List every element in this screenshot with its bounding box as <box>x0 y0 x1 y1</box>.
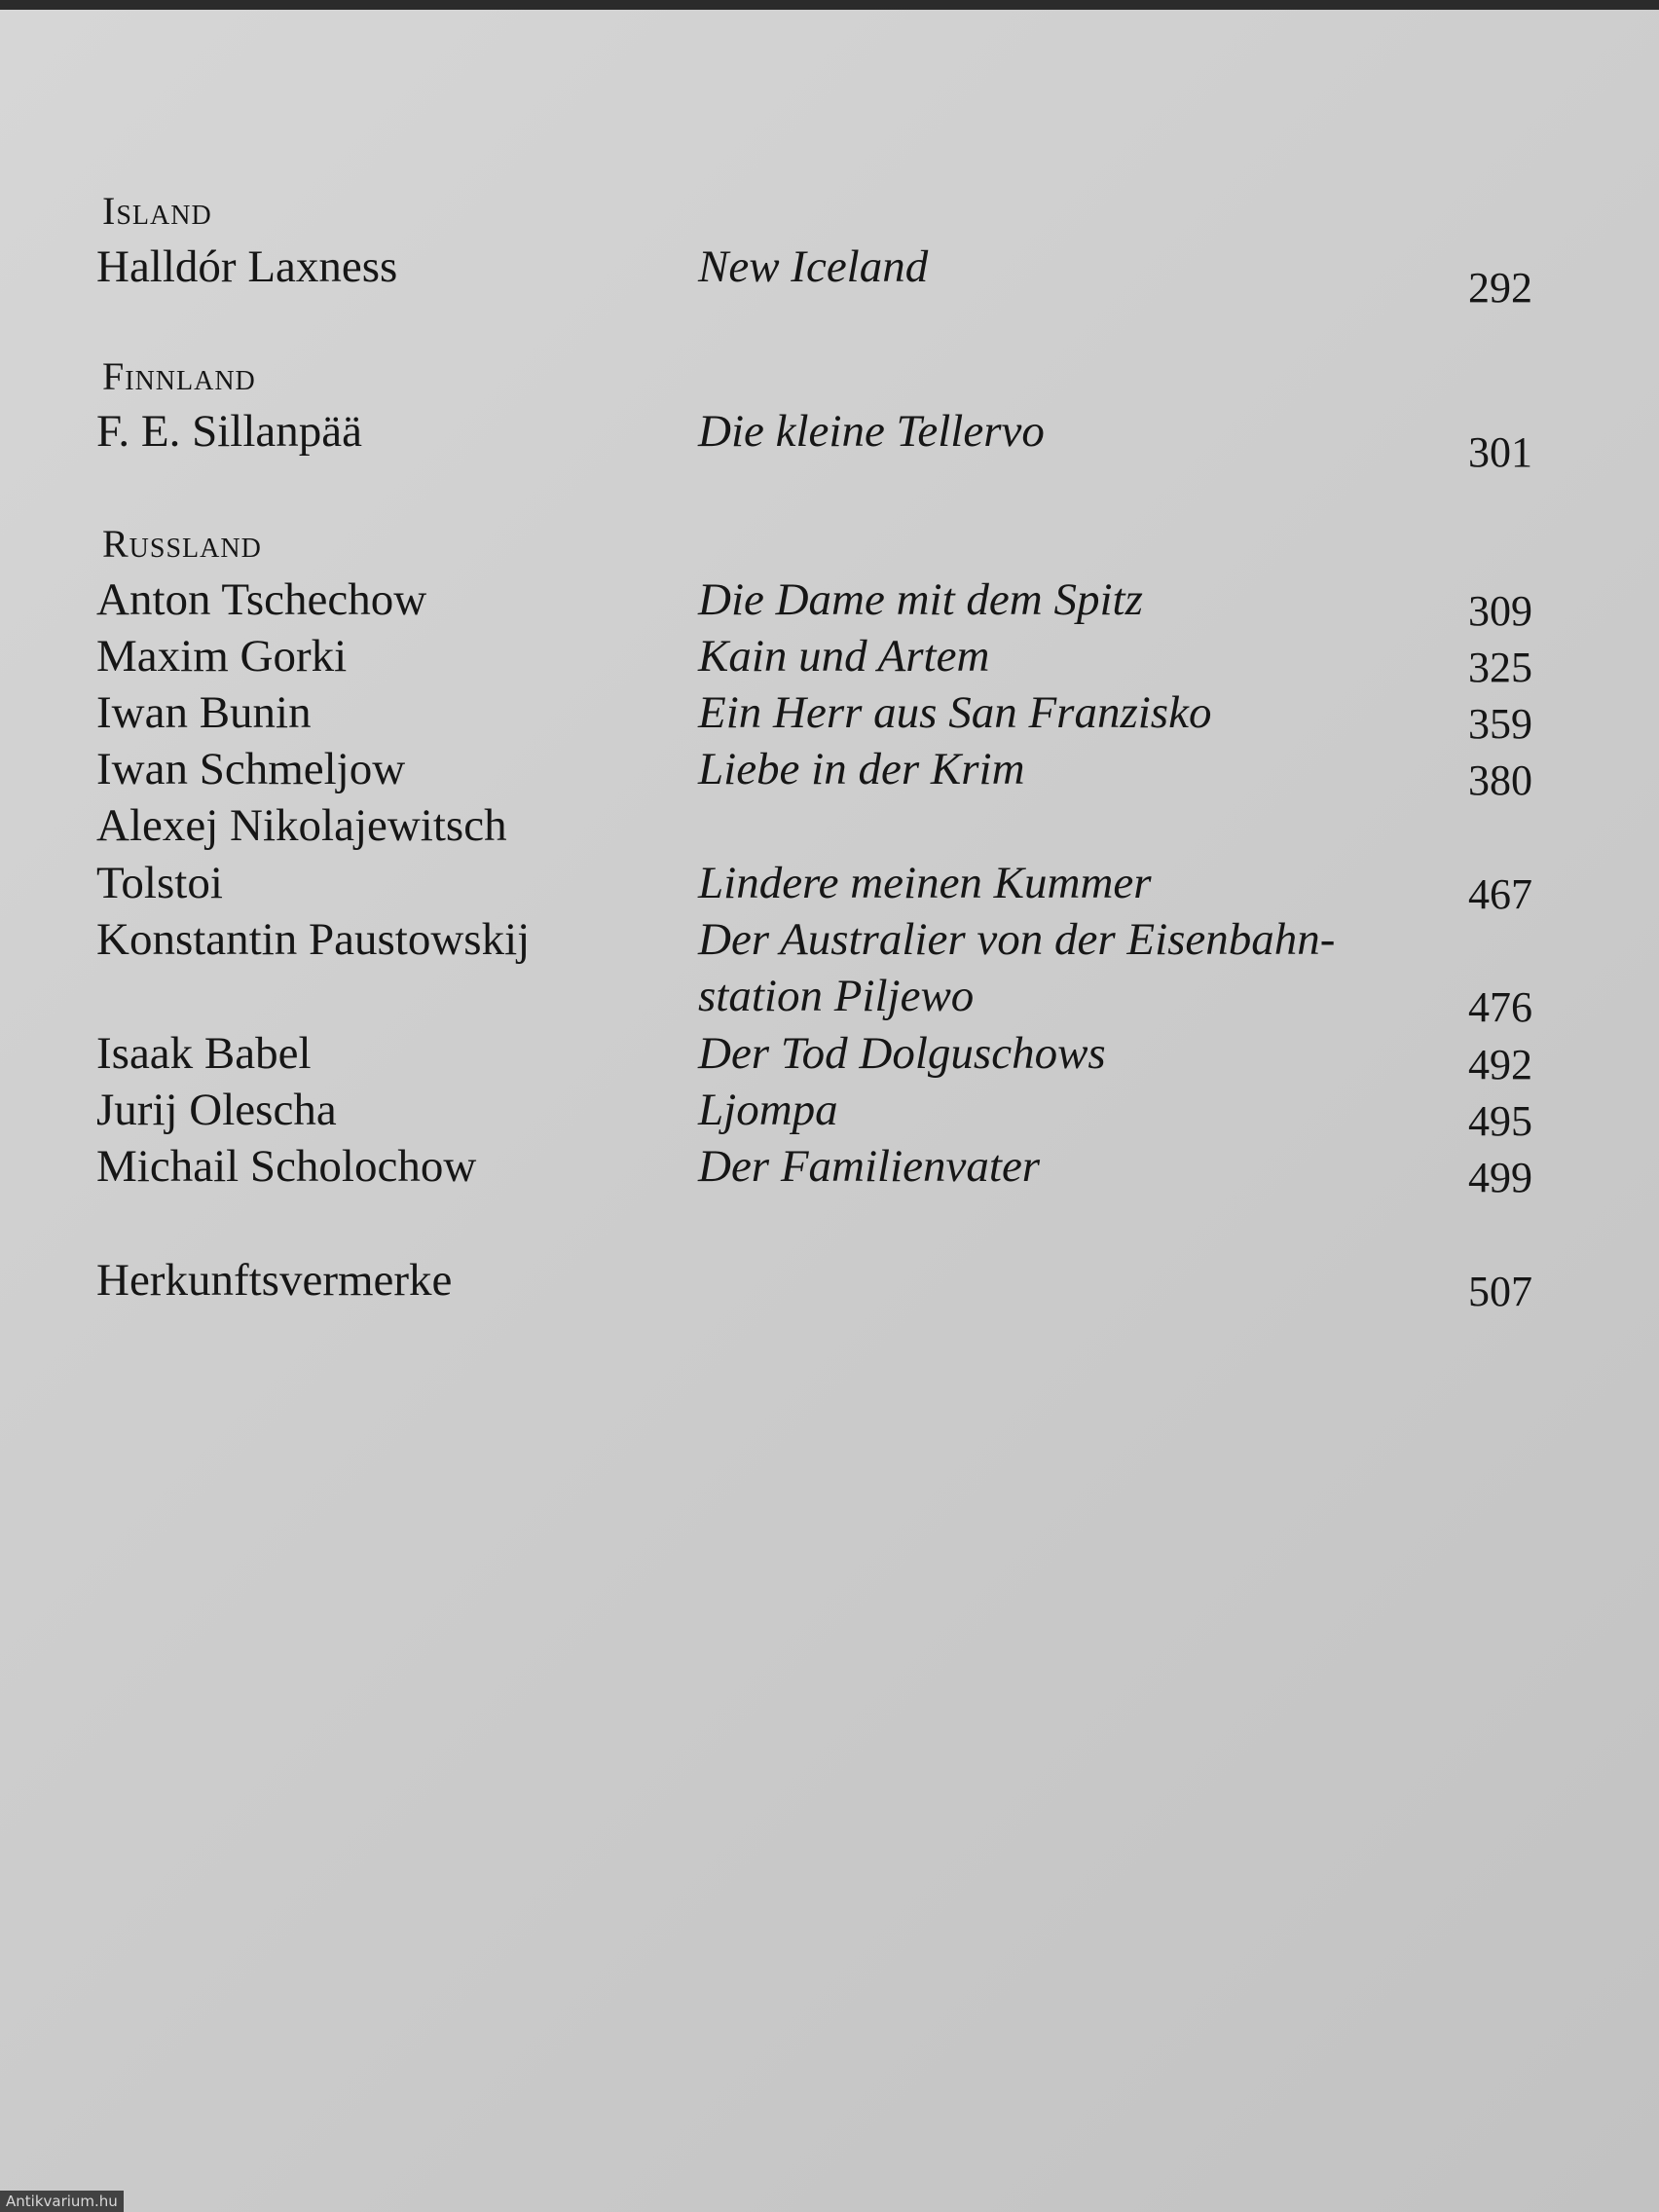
entry-page: 301 <box>1468 428 1532 476</box>
entry-title: Die Dame mit dem Spitz <box>698 574 1143 625</box>
toc-entry <box>0 911 1659 1031</box>
entry-author: Halldór Laxness <box>96 241 398 292</box>
entry-page: 476 <box>1468 983 1532 1031</box>
entry-title: Liebe in der Krim <box>698 744 1025 794</box>
entry-author: Anton Tschechow <box>96 574 427 625</box>
section-heading-island: Island <box>102 189 212 233</box>
entry-author: Michail Scholochow <box>96 1141 477 1192</box>
entry-page: 292 <box>1468 264 1532 312</box>
watermark-label: Antikvarium.hu <box>0 2191 124 2212</box>
entry-title: Kain und Artem <box>698 631 990 682</box>
entry-page: 495 <box>1468 1097 1532 1145</box>
entry-author: Tolstoi <box>96 858 223 908</box>
toc-entry <box>0 628 1659 691</box>
toc-entry <box>0 1025 1659 1088</box>
entry-title: Der Tod Dolguschows <box>698 1028 1106 1079</box>
entry-title: Ljompa <box>698 1085 838 1135</box>
entry-page: 325 <box>1468 644 1532 691</box>
section-heading-finnland: Finnland <box>102 354 256 398</box>
entry-author: Alexej Nikolajewitsch <box>96 800 507 851</box>
toc-entry <box>0 855 1659 918</box>
section-heading-russland: Russland <box>102 522 262 566</box>
entry-page: 492 <box>1468 1041 1532 1088</box>
toc-entry <box>0 403 1659 476</box>
entry-title: Die kleine Tellervo <box>698 406 1045 457</box>
entry-author: Iwan Schmeljow <box>96 744 406 794</box>
toc-entry <box>0 684 1659 748</box>
entry-title: Der Familienvater <box>698 1141 1041 1192</box>
entry-title: Der Australier von der Eisenbahn- <box>698 914 1336 965</box>
toc-entry-appendix <box>0 1252 1659 1315</box>
entry-author: Konstantin Paustowskij <box>96 914 531 965</box>
entry-author: Isaak Babel <box>96 1028 312 1079</box>
entry-page: 380 <box>1468 756 1532 804</box>
entry-page: 359 <box>1468 700 1532 748</box>
table-of-contents <box>0 10 1659 2212</box>
entry-title: Ein Herr aus San Franzisko <box>698 687 1212 738</box>
entry-page: 309 <box>1468 587 1532 635</box>
entry-title: Lindere meinen Kummer <box>698 858 1152 908</box>
toc-entry <box>0 1082 1659 1145</box>
appendix-label: Herkunftsvermerke <box>96 1255 453 1306</box>
entry-page: 467 <box>1468 870 1532 918</box>
book-page <box>0 10 1659 2212</box>
toc-entry <box>0 239 1659 312</box>
toc-entry <box>0 1138 1659 1201</box>
entry-author: Iwan Bunin <box>96 687 312 738</box>
entry-author: Jurij Olescha <box>96 1085 337 1135</box>
toc-entry <box>0 571 1659 635</box>
entry-title-continuation: station Piljewo <box>698 971 975 1021</box>
appendix-page: 507 <box>1468 1268 1532 1315</box>
entry-title: New Iceland <box>698 241 929 292</box>
toc-entry <box>0 797 1659 854</box>
entry-author: Maxim Gorki <box>96 631 348 682</box>
toc-entry <box>0 741 1659 804</box>
entry-author: F. E. Sillanpää <box>96 406 362 457</box>
entry-page: 499 <box>1468 1154 1532 1201</box>
